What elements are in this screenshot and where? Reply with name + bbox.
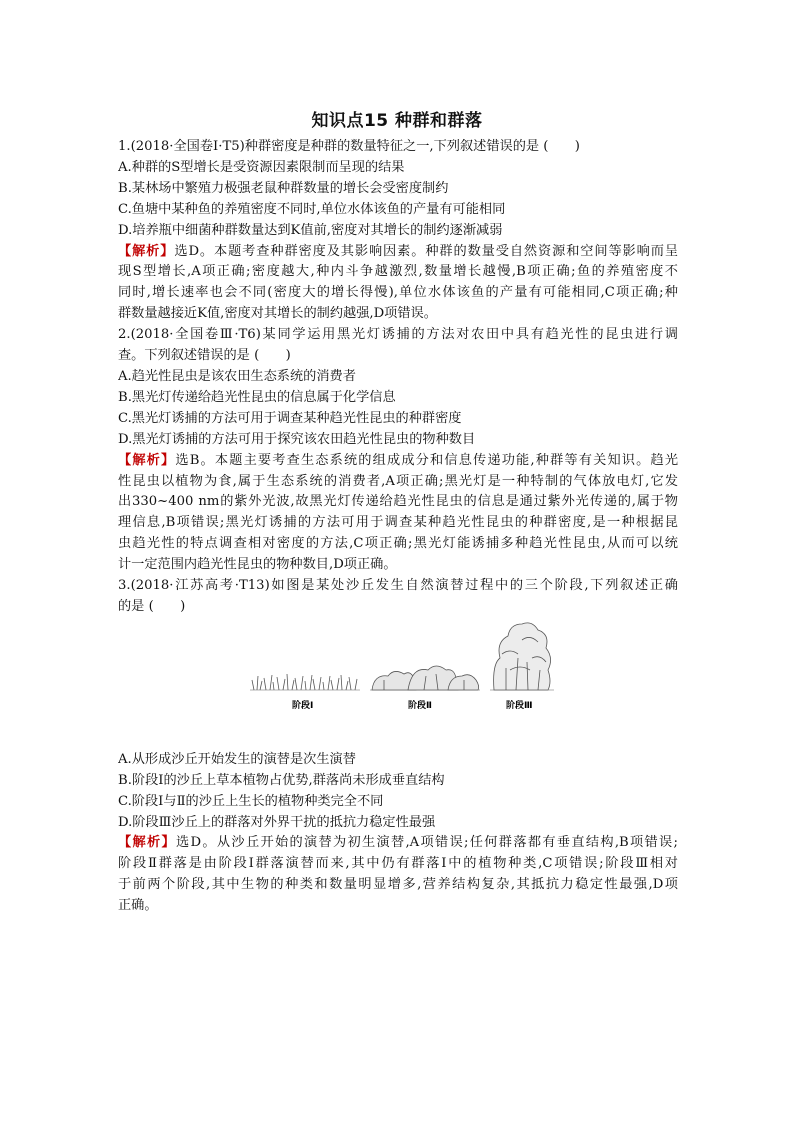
stage-1-grass-illustration: [250, 674, 360, 690]
q1-explanation-line-3: 同时,增长速率也会不同(密度大的增长得慢),单位水体该鱼的产量有可能相同,C项正确;种: [118, 285, 678, 301]
q3-option-b: B.阶段Ⅰ的沙丘上草本植物占优势,群落尚未形成垂直结构: [118, 772, 445, 788]
q3-stem-line-1: 3.(2018·江苏高考·T13)如图是某处沙丘发生自然演替过程中的三个阶段,下列叙述正确: [118, 578, 678, 594]
q2-option-c: C.黑光灯诱捕的方法可用于调查某种趋光性昆虫的种群密度: [118, 410, 462, 426]
q2-analysis-tag: 【解析】: [118, 452, 176, 468]
q3-explanation-line-3: 于前两个阶段,其中生物的种类和数量明显增多,营养结构复杂,其抵抗力稳定性最强,D项: [118, 877, 678, 893]
q1-explanation-line-4: 群数量越接近K值,密度对其增长的制约越强,D项错误。: [118, 306, 437, 322]
stage-3-forest-illustration: [490, 623, 554, 690]
q3-stem-line-2: 的是 ( ): [118, 598, 186, 614]
succession-stages-illustration: [248, 618, 558, 750]
q2-explanation-line-2: 性昆虫以植物为食,属于生态系统的消费者,A项正确;黑光灯是一种特制的气体放电灯,它发: [118, 473, 678, 489]
stage-2-shrub-illustration: [370, 666, 480, 690]
q3-explanation-line-4: 正确。: [118, 898, 158, 914]
q1-option-c: C.鱼塘中某种鱼的养殖密度不同时,单位水体该鱼的产量有可能相同: [118, 201, 506, 217]
q1-option-b: B.某林场中繁殖力极强老鼠种群数量的增长会受密度制约: [118, 180, 449, 196]
q2-explanation-line-5: 虫趋光性的特点调查相对密度的方法,C项正确;黑光灯能诱捕多种趋光性昆虫,从而可以统: [118, 536, 678, 552]
stage-3-label: 阶段Ⅲ: [506, 700, 533, 711]
q3-option-d: D.阶段Ⅲ沙丘上的群落对外界干扰的抵抗力稳定性最强: [118, 814, 436, 830]
document-body: [118, 137, 678, 917]
q1-analysis-tag: 【解析】: [118, 243, 175, 259]
q3-explanation-line-2: 阶段Ⅱ群落是由阶段Ⅰ群落演替而来,其中仍有群落Ⅰ中的植物种类,C项错误;阶段Ⅲ相对: [118, 856, 678, 872]
q2-stem-line-1: 2.(2018·全国卷Ⅲ·T6)某同学运用黑光灯诱捕的方法对农田中具有趋光性的昆虫进行调: [118, 327, 678, 343]
q1-explanation-line-1: 【解析】选D。本题考查种群密度及其影响因素。种群的数量受自然资源和空间等影响而呈: [118, 243, 678, 259]
stage-2-label: 阶段Ⅱ: [408, 700, 432, 711]
q2-option-a: A.趋光性昆虫是该农田生态系统的消费者: [118, 368, 356, 384]
q1-explanation-line-2: 现S型增长,A项正确;密度越大,种内斗争越激烈,数量增长越慢,B项正确;鱼的养殖密度不: [118, 264, 678, 280]
q3-analysis-tag: 【解析】: [118, 835, 177, 851]
q1-option-d: D.培养瓶中细菌种群数量达到K值前,密度对其增长的制约逐渐减弱: [118, 222, 503, 238]
q2-explanation-line-1: 【解析】选B。本题主要考查生态系统的组成成分和信息传递功能,种群等有关知识。趋光: [118, 452, 678, 468]
q3-option-a: A.从形成沙丘开始发生的演替是次生演替: [118, 751, 356, 767]
stage-1-label: 阶段Ⅰ: [292, 700, 314, 711]
page-title: 知识点15 种群和群落: [311, 111, 483, 131]
q3-option-c: C.阶段Ⅰ与Ⅱ的沙丘上生长的植物种类完全不同: [118, 793, 384, 809]
q1-option-a: A.种群的S型增长是受资源因素限制而呈现的结果: [118, 159, 405, 175]
q2-explanation-line-3: 出330~400 nm的紫外光波,故黑光灯传递给趋光性昆虫的信息是通过紫外光传递的,属于物: [118, 494, 678, 510]
succession-figure: [118, 618, 678, 750]
q2-option-b: B.黑光灯传递给趋光性昆虫的信息属于化学信息: [118, 389, 396, 405]
q2-stem-line-2: 查。下列叙述错误的是 ( ): [118, 348, 291, 364]
q3-explanation-line-1: 【解析】选D。从沙丘开始的演替为初生演替,A项错误;任何群落都有垂直结构,B项错误;: [118, 835, 678, 851]
q2-explanation-line-4: 理信息,B项错误;黑光灯诱捕的方法可用于调查某种趋光性昆虫的种群密度,是一种根据昆: [118, 515, 678, 531]
q1-stem: 1.(2018·全国卷Ⅰ·T5)种群密度是种群的数量特征之一,下列叙述错误的是 ( ): [118, 139, 580, 154]
q2-explanation-line-6: 计一定范围内趋光性昆虫的物种数目,D项正确。: [118, 557, 397, 573]
q2-option-d: D.黑光灯诱捕的方法可用于探究该农田趋光性昆虫的物种数目: [118, 431, 476, 447]
